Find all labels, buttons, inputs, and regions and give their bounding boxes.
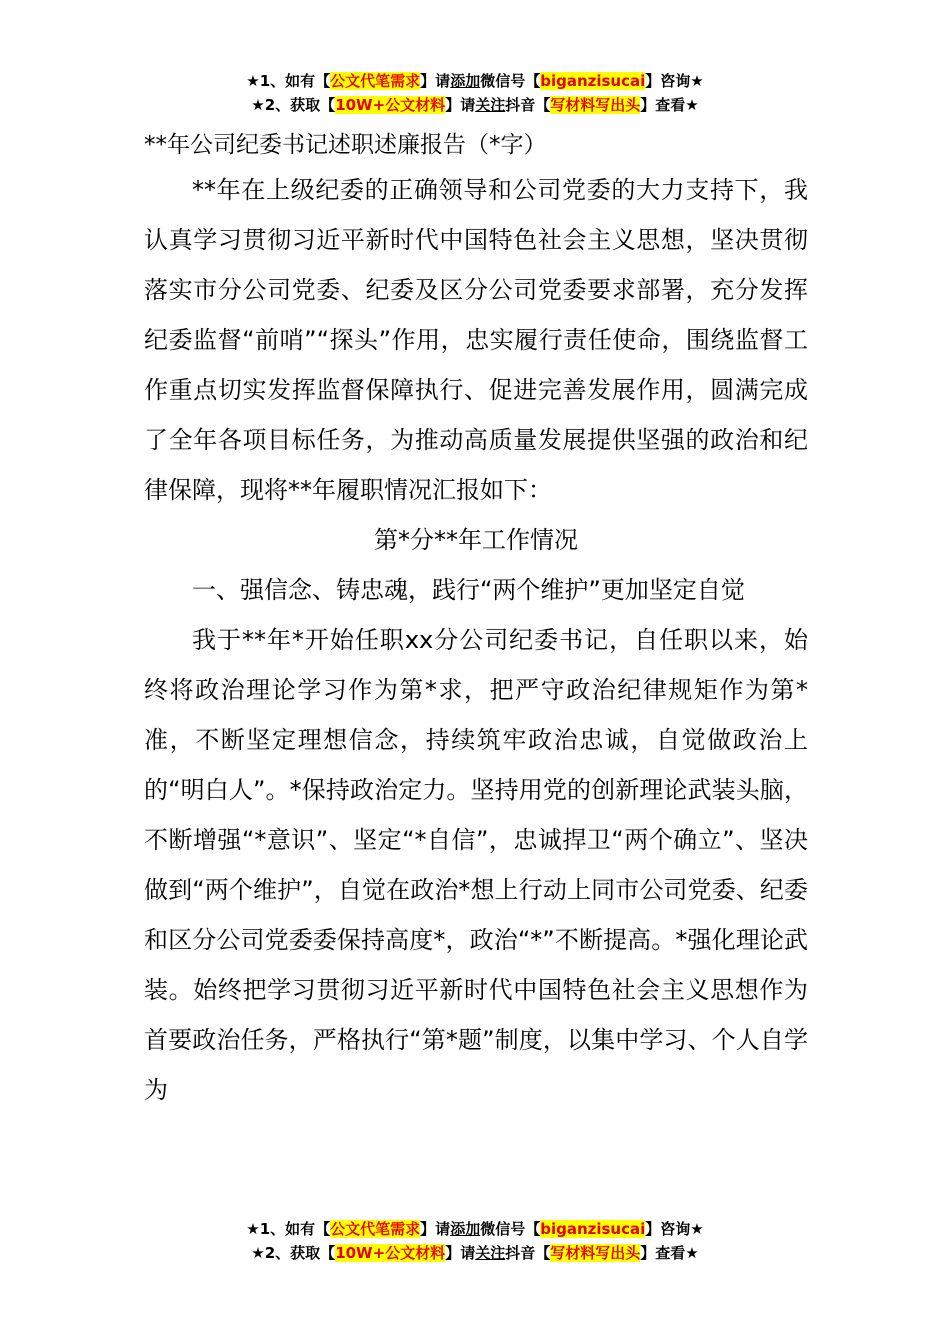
promo-line-2: [0, 93, 950, 117]
paragraph-body: 我于**年*开始任职xx分公司纪委书记，自任职以来，始终将政治理论学习作为第*求，把严守政治纪律规矩作为第*准，不断坚定理想信念，持续筑牢政治忠诚，自觉做政治上的“明白人”。*保持政治定力。坚持用党的创新理论武装头脑，不断增强“*意识”、坚定“*自信”，忠诚捍卫“两个确立”、坚决做到“两个维护”，自觉在政治*想上行动上同市公司党委、纪委和区分公司党委委保持高度*，政治“*”不断提高。*强化理论武装。始终把学习贯彻习近平新时代中国特色社会主义思想作为首要政治任务，严格执行“第*题”制度，以集中学习、个人自学为: [144, 626, 808, 1104]
promo-text: 】咨询★: [645, 1220, 704, 1238]
document-title: **年公司纪委书记述职述廉报告（*字）: [144, 132, 547, 158]
promo-text: 】请: [445, 1244, 476, 1262]
promo-highlight: 公文代笔需求: [330, 72, 421, 90]
paragraph-intro: **年在上级纪委的正确领导和公司党委的大力支持下，我认真学习贯彻习近平新时代中国特色社会主义思想，坚决贯彻落实市分公司党委、纪委及区分公司党委要求部署，充分发挥纪委监督“前哨”“探头”作用，忠实履行责任使命，围绕监督工作重点切实发挥监督保障执行、促进完善发展作用，圆满完成了全年各项目标任务，为推动高质量发展提供坚强的政治和纪律保障，现将**年履职情况汇报如下：: [144, 176, 808, 504]
promo-underline: 关注: [475, 1244, 506, 1262]
promo-highlight: 10W+公文材料: [335, 1244, 446, 1262]
promo-line-1: [0, 1217, 950, 1241]
promo-highlight: 写材料写出头: [550, 1244, 641, 1262]
subheading: 一、强信念、铸忠魂，践行“两个维护”更加坚定自觉: [192, 576, 745, 604]
promo-text: 】请: [420, 1220, 451, 1238]
promo-underline: 关注: [475, 96, 506, 114]
promo-text: 】请: [420, 72, 451, 90]
document-body: [144, 125, 808, 1115]
promo-highlight: 公文代笔需求: [330, 1220, 421, 1238]
promo-banner-bottom: [0, 1217, 950, 1265]
promo-line-1: [0, 69, 950, 93]
section-heading: 第*分**年工作情况: [374, 526, 578, 554]
promo-text: 】请: [445, 96, 476, 114]
promo-highlight: 10W+公文材料: [335, 96, 446, 114]
promo-text: ★2、获取【: [251, 96, 336, 114]
promo-banner-top: [0, 69, 950, 117]
promo-text: 】查看★: [640, 1244, 699, 1262]
promo-text: 微信号【: [480, 72, 541, 90]
promo-underline: 添加: [450, 72, 481, 90]
promo-text: ★1、如有【: [246, 72, 331, 90]
promo-text: 】查看★: [640, 96, 699, 114]
promo-underline: 添加: [450, 1220, 481, 1238]
promo-line-2: [0, 1241, 950, 1265]
promo-text: 抖音【: [505, 1244, 551, 1262]
promo-text: ★1、如有【: [246, 1220, 331, 1238]
promo-highlight: biganzisucai: [540, 72, 646, 90]
promo-highlight: biganzisucai: [540, 1220, 646, 1238]
promo-text: 微信号【: [480, 1220, 541, 1238]
promo-text: 】咨询★: [645, 72, 704, 90]
promo-highlight: 写材料写出头: [550, 96, 641, 114]
promo-text: 抖音【: [505, 96, 551, 114]
promo-text: ★2、获取【: [251, 1244, 336, 1262]
